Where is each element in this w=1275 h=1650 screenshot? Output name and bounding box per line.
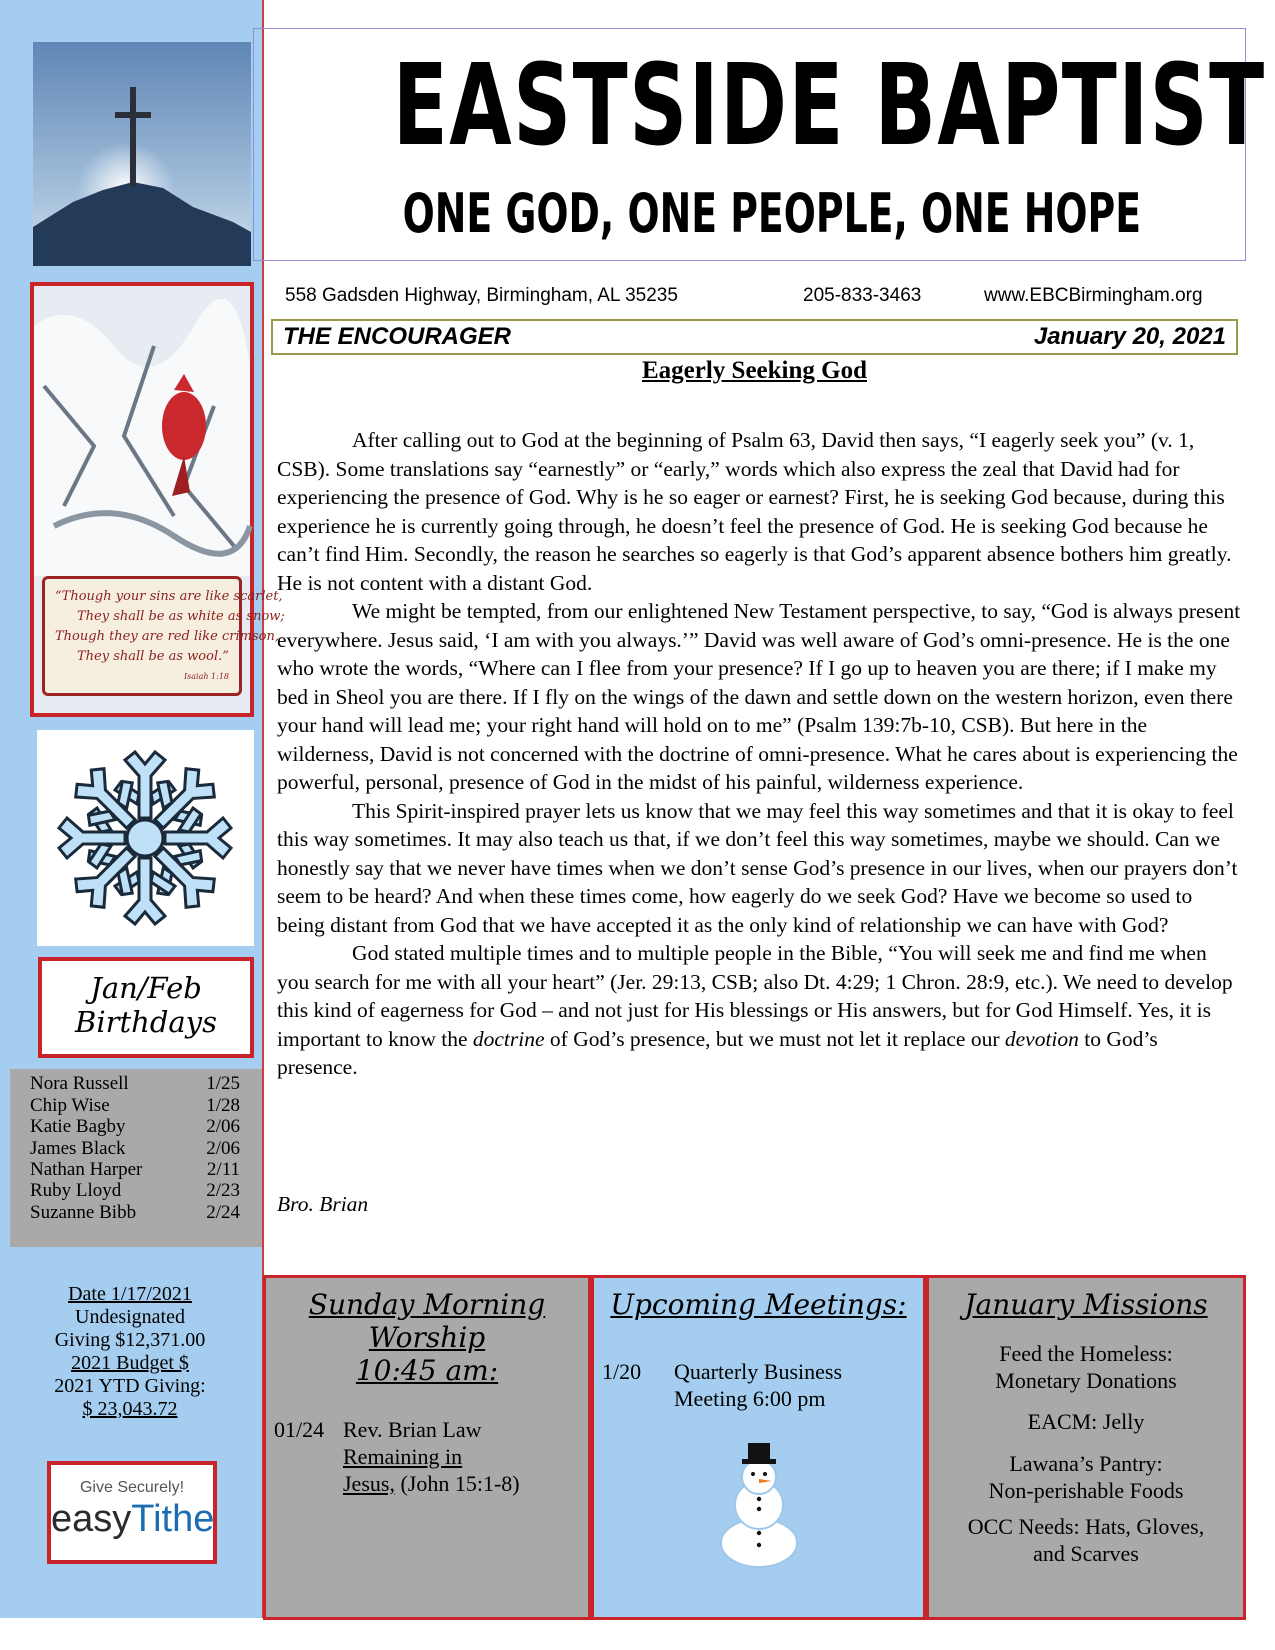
birthday-row [30,1073,240,1095]
article-paragraph: After calling out to God at the beginning of Psalm 63, David then says, “I eagerly seek you” (v. 1, CSB). Some translations say “earnestly” or “early,” words which also express the zeal that David had for experiencing the presence of God. Why is he so eager or earnest? First, he is seeking God because, during this experience he is currently going through, he doesn’t feel the presence of God. He is seeking God because he can’t find Him. Secondly, the reason he searches so eagerly is that God’s apparent absence bothers him greatly. He is not content with a distant God. [277,428,1232,595]
mission-item-title: Lawana’s Pantry: [1009,1451,1163,1476]
church-name: EASTSIDE BAPTIST [392,41,1266,171]
article-paragraph: This Spirit-inspired prayer lets us know that we may feel this way sometimes and that it is okay to feel this way sometimes. It may also teach us that, if we don’t feel this way sometimes, maybe we should. Can we honestly say that we never have times when we don’t sense God’s presence in our lives, when our prayers don’t seem to be heard? And when these times come, how eagerly do we seek God? Have we become so used to being distant from God that we have accepted it as the only kind of relationship we can have with God? [277,798,1238,937]
easytithe-logo-part2: Tithe [131,1498,215,1540]
article-text: of God’s presence, but we must not let it replace our [544,1026,1005,1051]
birthday-date: 2/06 [206,1116,240,1137]
giving-summary [30,1283,230,1421]
article-body [277,426,1242,1082]
birthday-name: James Black [30,1138,126,1159]
missions-heading: January Missions [964,1288,1208,1321]
article-paragraph [277,939,1242,1082]
article-emphasis: devotion [1004,1026,1079,1051]
easytithe-logo [51,1497,213,1541]
article-paragraph: We might be tempted, from our enlightened New Testament perspective, to say, “God is always present everywhere. Jesus said, ‘I am with you always.’” David was well aware of God’s omni-presence. He is the one who wrote the words, “Where can I flee from your presence? If I go up to heaven you are there; if I make my bed in Sheol you are there. If I fly on the wings of the dawn and settle down on the western horizon, even there your hand will lead me; your right hand will hold on to me” (Psalm 139:7b-10, CSB). But here in the wilderness, David is not concerned with the doctrine of omni-presence. What he cares about is experiencing the powerful, personal, presence of God in the midst of his painful, wilderness experience. [277,599,1241,794]
birthday-name: Chip Wise [30,1095,110,1116]
isaiah-verse-card [42,576,285,696]
birthday-name: Ruby Lloyd [30,1180,122,1201]
birthdays-heading-line1: Jan/Feb [90,971,202,1005]
verse-line: They shall be as white as snow; [77,609,285,624]
mission-item-detail: and Scarves [1033,1541,1139,1566]
birthday-date: 2/06 [206,1138,240,1159]
giving-budget: 2021 Budget $ [71,1352,189,1374]
worship-sermon-line1: Remaining in [343,1444,463,1469]
article-signoff: Bro. Brian [277,1192,369,1216]
article-title-text: Eagerly Seeking God [641,357,867,384]
birthday-row [30,1095,240,1117]
birthday-name: Nora Russell [30,1073,129,1094]
church-tagline: ONE GOD, ONE PEOPLE, ONE HOPE [402,182,1142,245]
mission-item-title: Feed the Homeless: [999,1341,1173,1366]
snowman-image [704,1443,814,1573]
verse-line: Though they are red like crimson, [55,629,279,644]
worship-sermon-line2 [343,1470,520,1497]
birthdays-heading-line2: Birthdays [75,1005,217,1039]
mission-item-pantry [929,1450,1243,1504]
church-phone: 205-833-3463 [803,285,922,306]
article-title [271,356,1238,386]
giving-amount: Giving $12,371.00 [54,1329,206,1351]
article-text: God stated multiple times and to multiple people in the Bible, “You will seek me and find me when you search for me with all your heart” (Jer. 29:13, CSB; also Dt. 4:29; 1 Chron. 28:9, etc.). We need to develop this kind of eagerness for God – and not just for His blessings or His answers, but for God Himself. Yes, it is important to know the [277,941,1233,1051]
newsletter-date: January 20, 2021 [1033,323,1226,350]
cross-on-hill-image [33,42,251,266]
birthdays-heading-box [38,957,254,1058]
give-securely-label: Give Securely! [79,1479,185,1496]
mission-item-occ [929,1513,1243,1567]
newsletter-bar [271,319,1238,355]
giving-undesignated: Undesignated [75,1306,185,1328]
church-website-link[interactable]: www.EBCBirmingham.org [984,285,1203,306]
verse-line: They shall be as wool.” [77,649,229,664]
snowflake-image [37,730,254,946]
worship-speaker: Rev. Brian Law [343,1417,482,1442]
birthday-date: 2/24 [206,1202,240,1223]
birthday-row [30,1138,240,1160]
birthday-name: Nathan Harper [30,1159,143,1180]
worship-time: 10:45 am: [355,1354,499,1387]
meetings-box [591,1275,926,1620]
worship-heading [266,1288,588,1387]
verse-reference: Isaiah 1:18 [183,672,229,681]
birthday-name: Suzanne Bibb [30,1202,137,1223]
newsletter-name: THE ENCOURAGER [283,323,512,350]
church-address: 558 Gadsden Highway, Birmingham, AL 35235 [285,285,678,306]
meeting-date: 1/20 [602,1359,642,1384]
article-text: to God’s presence. [277,1026,1158,1079]
birthday-date: 2/11 [206,1159,240,1180]
worship-heading-line2: Worship [368,1321,486,1354]
missions-box [926,1275,1246,1620]
birthday-date: 1/28 [206,1095,240,1116]
sidebar [0,0,285,1618]
giving-ytd-amount: $ 23,043.72 [82,1398,178,1420]
mission-item-title: OCC Needs: Hats, Gloves, [967,1514,1205,1539]
birthday-name: Katie Bagby [30,1116,126,1137]
mission-item-detail: Non-perishable Foods [988,1478,1184,1503]
easytithe-logo-part1: easy [51,1498,132,1540]
meeting-line2: Meeting 6:00 pm [674,1386,826,1411]
cardinal-snow-image [30,282,285,717]
article-emphasis: doctrine [472,1026,545,1051]
mission-item-eacm: EACM: Jelly [1027,1409,1145,1434]
birthday-list [10,1069,262,1247]
mission-item-homeless [929,1340,1243,1394]
meeting-line1: Quarterly Business [674,1359,843,1384]
worship-date: 01/24 [274,1417,325,1442]
giving-ytd-label: 2021 YTD Giving: [54,1375,206,1397]
birthday-row [30,1116,240,1138]
verse-line: “Though your sins are like scarlet, [55,589,283,604]
giving-date: Date 1/17/2021 [68,1283,192,1305]
masthead [253,28,1266,261]
birthday-date: 1/25 [206,1073,240,1094]
worship-heading-line1: Sunday Morning [308,1288,546,1321]
worship-sermon-title-end: Jesus, [343,1471,395,1496]
mission-item-detail: Monetary Donations [995,1368,1177,1393]
worship-box [263,1275,591,1620]
easytithe-button[interactable] [47,1461,217,1564]
worship-passage: (John 15:1-8) [400,1471,520,1496]
birthday-row [30,1180,240,1202]
birthday-row [30,1159,240,1181]
meetings-heading: Upcoming Meetings: [610,1288,907,1321]
birthday-row [30,1202,240,1224]
birthday-date: 2/23 [206,1180,240,1201]
